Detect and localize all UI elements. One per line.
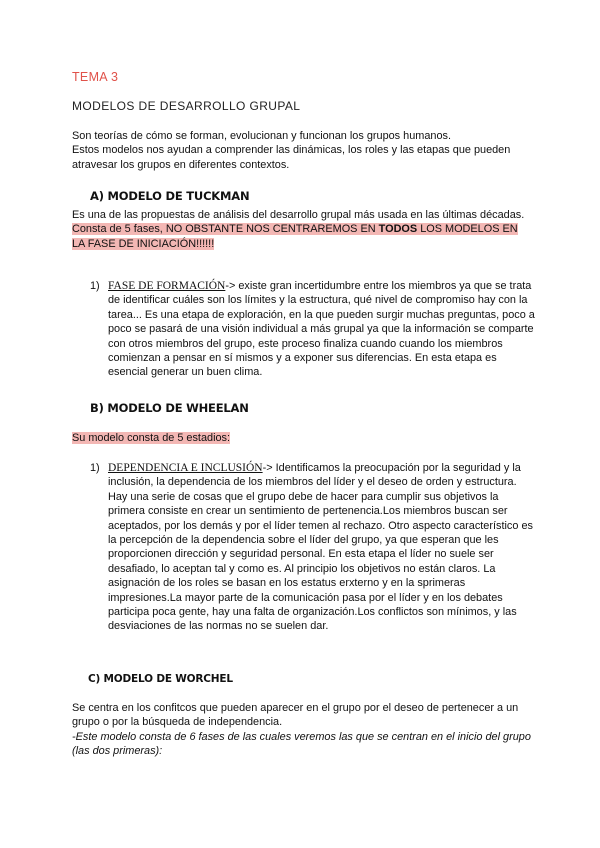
list-term: FASE DE FORMACIÓN xyxy=(108,280,226,292)
section-a-text: Es una de las propuestas de análisis del desarrollo grupal más usada en las últimas décadas. xyxy=(72,209,525,221)
list-number: 1) xyxy=(90,280,100,292)
section-c-italic: -Este modelo consta de 6 fases de las cuales veremos las que se centran en el inicio del grupo (las dos primeras): xyxy=(72,730,531,758)
section-a-paragraph xyxy=(72,208,532,251)
intro-line-1: Son teorías de cómo se forman, evolucionan y funcionan los grupos humanos. xyxy=(72,130,451,142)
section-a-heading: A) MODELO DE TUCKMAN xyxy=(90,189,250,203)
highlight-bold: TODOS xyxy=(378,223,418,236)
list-text: -> existe gran incertidumbre entre los miembros ya que se trata de identificar cuáles son los límites y la estructura, qué nivel de compromiso hay con la tarea... Es una etapa de exploración, en la que pueden surgir muchas preguntas, poco a poco se pasará de una visión individual a más grupal ya que la información se comparte con otros miembros del grupo, este proceso finaliza cuando cuando los miembros comienzan a pensar en sí mismos y a exponer sus diferencias. En esta etapa es esencial generar un buen clima. xyxy=(108,280,535,379)
intro-paragraph xyxy=(72,129,532,172)
section-c-heading: C) MODELO DE WORCHEL xyxy=(88,673,233,685)
chapter-label: TEMA 3 xyxy=(72,70,119,84)
section-c-text: Se centra en los confitcos que pueden aparecer en el grupo por el deseo de pertenecer a un grupo o por la búsqueda de independencia. xyxy=(72,702,519,729)
section-a-list-item xyxy=(90,279,536,380)
list-text: -> Identificamos la preocupación por la seguridad y la inclusión, la dependencia de los miembros del líder y el deseo de orden y estructura. Hay una serie de cosas que el grupo debe de hacer para cumplir sus objetivos la primera consiste en crear un sentimiento de pertenencia.Los miembros buscan ser aceptados, por los demás y por el líder temen al rechazo. Otro aspecto característico es la percepción de la dependencia sobre el líder del grupo, ya que esperan que les proporcionen dirección y seguridad personal. En esta etapa el líder no suele ser desafiado, lo aceptan tal y como es. Al principio los objetivos no están claros. La asignación de los roles se basan en los estatus erxterno y en la sprimeras impresiones.La mayor parte de la comunicación pasa por el líder y en los debates participa poca gente, hay una falta de organización.Los conflictos son mínimos, y las desviaciones de las normas no se suelen dar. xyxy=(108,462,533,633)
section-c-paragraph xyxy=(72,701,532,759)
highlight-pre: Consta de 5 fases, NO OBSTANTE NOS CENTRAREMOS EN xyxy=(72,223,379,236)
document-title: MODELOS DE DESARROLLO GRUPAL xyxy=(72,99,301,113)
intro-line-2: Estos modelos nos ayudan a comprender las dinámicas, los roles y las etapas que pueden atravesar los grupos en diferentes contextos. xyxy=(72,144,511,171)
list-number: 1) xyxy=(90,462,100,474)
section-a-highlight xyxy=(72,222,532,251)
section-b-paragraph xyxy=(72,431,230,445)
section-b-list-item xyxy=(90,461,536,634)
section-b-heading: B) MODELO DE WHEELAN xyxy=(90,401,249,415)
section-b-highlight: Su modelo consta de 5 estadios: xyxy=(72,432,231,444)
highlight-post: LOS MODELOS EN LA FASE DE INICIACIÓN!!!!!! xyxy=(72,223,518,250)
list-term: DEPENDENCIA E INCLUSIÓN xyxy=(108,462,263,474)
